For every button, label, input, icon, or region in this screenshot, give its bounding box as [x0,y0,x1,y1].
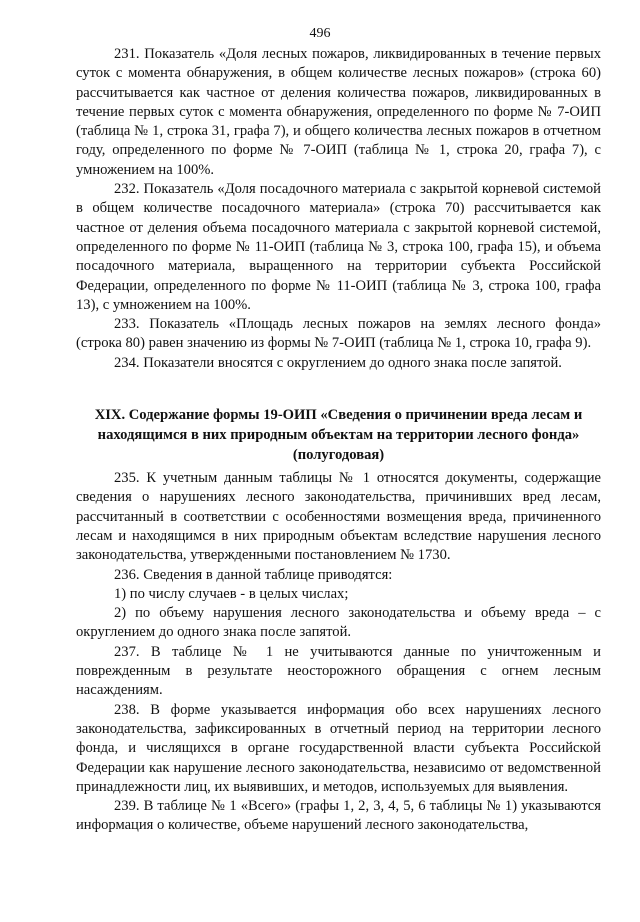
paragraph-237: 237. В таблице № 1 не учитываются данные по уничтоженным и поврежденным в результате неосторожного обращения с огнем лесным насаждениям. [76,643,601,699]
paragraph-235: 235. К учетным данным таблицы № 1 относятся документы, содержащие сведения о нарушениях лесного законодательства, причинивших вред лесам, рассчитанный в соответствии с особенностями возмещения вреда, причиненного лесам и находящимся в них природным объектам вследствие нарушения лесного законодательства, утвержденными постановлением № 1730. [76,470,601,564]
list-item-1: 1) по числу случаев - в целых числах; [114,585,349,602]
paragraph-236: 236. Сведения в данной таблице приводятся: [114,566,393,583]
paragraph-233: 233. Показатель «Площадь лесных пожаров на землях лесного фонда» (строка 80) равен значению из формы № 7-ОИП (таблица № 1, строка 10, графа 9). [76,316,601,352]
paragraph-238: 238. В форме указывается информация обо всех нарушениях лесного законодательства, зафиксированных в отчетный период на территории лесного фонда, и числящихся в органе государственной власти субъекта Российской Федерации как нарушение лесного законодательства, независимо от ведомственной принадлежности лиц, их выявивших, и методов, используемых для выявления. [76,701,601,795]
paragraph-239: 239. В таблице № 1 «Всего» (графы 1, 2, 3, 4, 5, 6 таблицы № 1) указываются информация о количестве, объеме нарушений лесного законодательства, [76,798,601,834]
paragraph-232: 232. Показатель «Доля посадочного материала с закрытой корневой системой в общем количестве посадочного материала» (строка 70) рассчитывается как частное от деления объема посадочного материала с закрытой корневой системой, определенного по форме № 11-ОИП (таблица № 3, строка 100, графа 15), и объема посадочного материала, выращенного на территории субъекта Российской Федерации, определенного по форме № 11-ОИП (таблица № 3, строка 100, графа 13), с умножением на 100%. [76,181,601,313]
paragraph-231: 231. Показатель «Доля лесных пожаров, ликвидированных в течение первых суток с момента обнаружения, в общем количестве лесных пожаров» (строка 60) рассчитывается как частное от деления количества пожаров, ликвидированных в течение первых суток с момента обнаружения, определенного по форме № 7-ОИП (таблица № 1, строка 31, графа 7), и общего количества лесных пожаров в отчетном году, определенного по форме № 7-ОИП (таблица № 1, строка 20, графа 7), с умножением на 100%. [76,46,601,178]
page-number: 496 [309,26,331,41]
section-spacer [76,373,601,405]
section-heading: XIX. Содержание формы 19-ОИП «Сведения о причинении вреда лесам и находящимся в них природным объектам на территории лесного фонда» (полугодовая) [94,407,583,464]
document-body [76,45,601,836]
list-item-2: 2) по объему нарушения лесного законодательства и объему вреда – с округлением до одного знака после запятой. [76,605,601,641]
paragraph-234: 234. Показатели вносятся с округлением до одного знака после запятой. [114,354,562,371]
